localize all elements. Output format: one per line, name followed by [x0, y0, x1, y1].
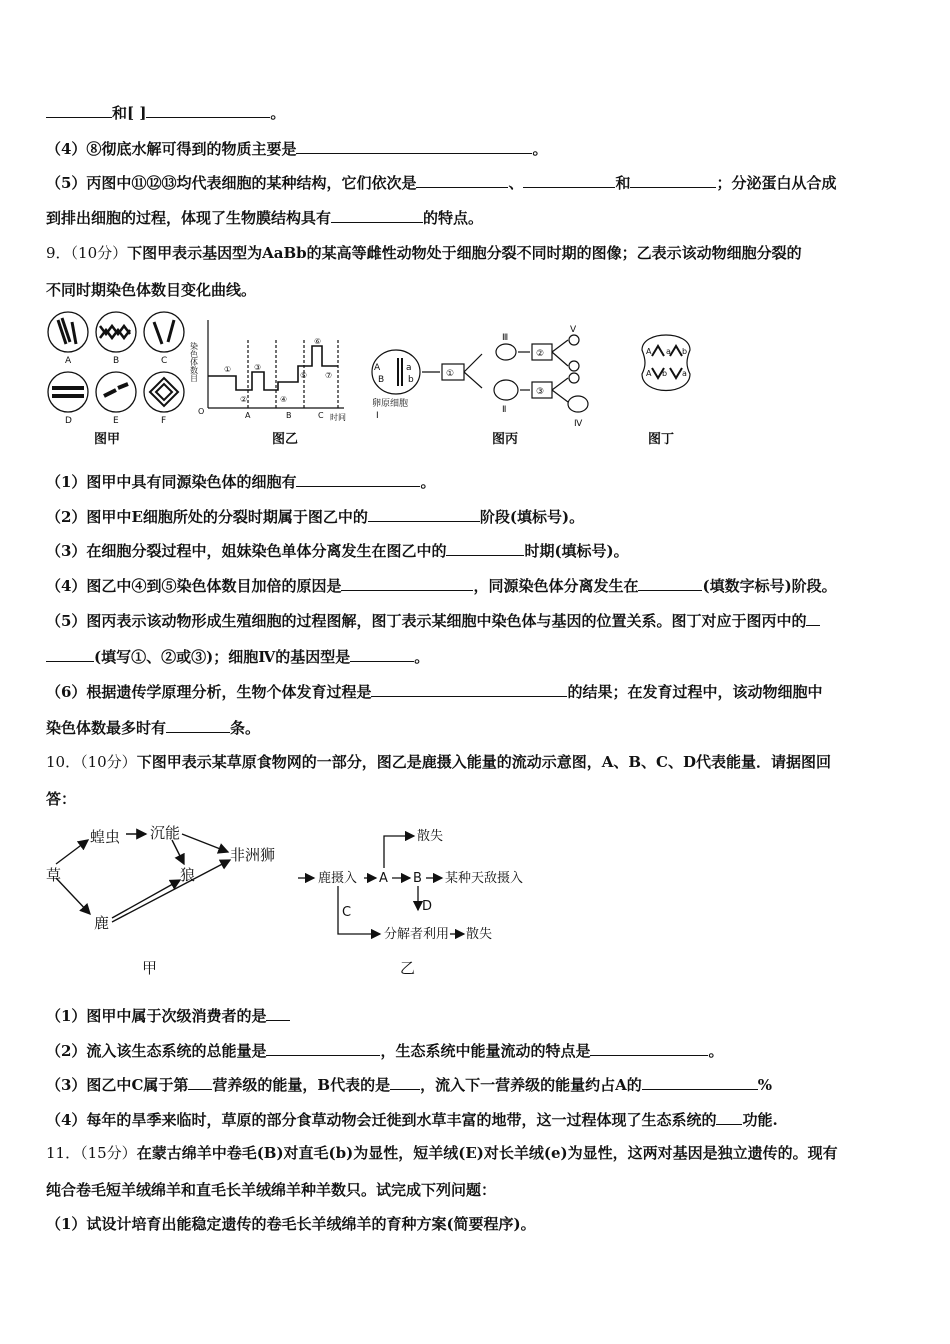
cell-label: B: [113, 356, 120, 366]
q11-header-line2: [46, 1180, 906, 1200]
stage-mark: ⑤: [300, 371, 308, 380]
question-text: （4）图乙中④到⑤染色体数目加倍的原因是: [46, 577, 342, 595]
answer-blank[interactable]: [296, 138, 532, 154]
caption-bing: 图丙: [492, 432, 519, 447]
answer-blank[interactable]: [341, 575, 473, 591]
answer-blank[interactable]: [716, 1109, 742, 1125]
flow-a: A: [379, 871, 388, 886]
node-locust: 蝗虫: [90, 828, 121, 846]
q10-header-line1: [46, 752, 906, 772]
cell-roman-label: Ⅴ: [570, 325, 577, 335]
stage-mark: ⑥: [314, 337, 322, 346]
q10-3: [46, 1074, 906, 1095]
question-text: 答：: [46, 790, 77, 808]
text: 、: [508, 174, 524, 192]
question-text: （5）丙图中⑪⑫⑬均代表细胞的某种结构，它们依次是: [46, 174, 417, 192]
text: 条。: [230, 719, 261, 737]
text: ；分泌蛋白从合成: [716, 174, 837, 192]
food-web-labels: [46, 824, 275, 932]
text: 。: [420, 473, 436, 491]
text: 。: [414, 648, 430, 666]
answer-blank[interactable]: [590, 1040, 708, 1056]
text: ，生态系统中能量流动的特点是: [380, 1042, 591, 1060]
question-text: （5）图丙表示该动物形成生殖细胞的过程图解，图丁表示某细胞中染色体与基因的位置关系。图丁对应于图丙中的: [46, 612, 807, 630]
question-text: 不同时期染色体数目变化曲线。: [46, 281, 257, 299]
cell-label: E: [113, 416, 119, 426]
figure-ding: [642, 335, 690, 391]
question-text: （1）试设计培育出能稳定遗传的卷毛长羊绒绵羊的育种方案(简要程序)。: [46, 1215, 536, 1233]
gene-label: b: [662, 369, 668, 378]
caption-jia: 图甲: [94, 432, 121, 447]
answer-blank[interactable]: [523, 172, 615, 188]
question-text: 下图甲表示基因型为AaBb的某高等雌性动物处于细胞分裂不同时期的图像；乙表示该动物细胞分裂的: [127, 244, 802, 262]
answer-blank[interactable]: [46, 102, 112, 118]
text: ，同源染色体分离发生在: [473, 577, 639, 595]
q10-2: [46, 1040, 906, 1061]
node-wolf: 狼: [180, 866, 196, 884]
q11-header-line1: [46, 1143, 906, 1163]
answer-blank[interactable]: [266, 1005, 290, 1021]
text: 和: [615, 174, 631, 192]
cell-roman-label: Ⅳ: [574, 419, 583, 429]
q9-figures: [46, 310, 906, 450]
caption-jia: 甲: [142, 959, 158, 977]
flow-d: D: [422, 899, 433, 914]
food-web-arrows: [56, 834, 230, 922]
gene-label: B: [378, 375, 385, 385]
flow-enemy: 某种天敌摄入: [445, 871, 524, 886]
y-axis-label: 染色体数目: [189, 342, 199, 382]
question-text: （1）图甲中具有同源染色体的细胞有: [46, 473, 297, 491]
ding-labels: [646, 347, 687, 378]
answer-blank[interactable]: [416, 172, 508, 188]
text: 和[ ]: [112, 104, 147, 122]
gene-label: A: [646, 369, 652, 378]
gene-label: a: [666, 347, 671, 356]
cell-roman-label: Ⅱ: [502, 405, 507, 415]
text: 。: [708, 1042, 724, 1060]
stage-letter: A: [245, 411, 251, 420]
q9-figure-svg: [46, 310, 906, 450]
q9-1: [46, 471, 906, 492]
answer-blank[interactable]: [446, 540, 524, 556]
question-text: 纯合卷毛短羊绒绵羊和直毛长羊绒绵羊种羊数只。试完成下列问题：: [46, 1181, 497, 1199]
node-lion: 非洲狮: [230, 846, 276, 864]
cell-label: C: [161, 356, 168, 366]
oogonium-label: 卵原细胞: [372, 399, 409, 409]
q9-5-line2: [46, 646, 906, 667]
question-text: （2）图甲中E细胞所处的分裂时期属于图乙中的: [46, 508, 368, 526]
q9-2: [46, 506, 906, 527]
q9-6-line1: [46, 681, 906, 702]
dividing-cell-icon: [642, 335, 690, 391]
caption-yi: 乙: [400, 959, 416, 977]
gene-label: b: [408, 375, 414, 385]
q10-captions: [142, 959, 415, 977]
text: 的结果；在发育过程中，该动物细胞中: [567, 683, 823, 701]
q9-header-line2: [46, 280, 906, 300]
question-text: （1）图甲中属于次级消费者的是: [46, 1007, 267, 1025]
stage-letter: B: [286, 411, 292, 420]
q9-4: [46, 575, 906, 596]
origin-label: O: [198, 407, 205, 416]
q9-6-line2: [46, 717, 906, 738]
question-text: （4）每年的旱季来临时，草原的部分食草动物会迁徙到水草丰富的地带，这一过程体现了生态系统的: [46, 1111, 717, 1129]
energy-flow-labels: [318, 828, 523, 942]
answer-blank[interactable]: [146, 102, 270, 118]
q8-5-line2: [46, 207, 906, 228]
q8-4: [46, 138, 906, 159]
question-text: （3）在细胞分裂过程中，姐妹染色单体分离发生在图乙中的: [46, 542, 447, 560]
gene-label: a: [682, 369, 687, 378]
answer-blank[interactable]: [331, 207, 423, 223]
answer-blank[interactable]: [390, 1074, 420, 1090]
q8-3-tail: [46, 102, 906, 123]
cell-label: A: [65, 356, 72, 366]
step-mark: ③: [536, 387, 545, 397]
caption-ding: 图丁: [648, 432, 675, 447]
question-text: 到排出细胞的过程，体现了生物膜结构具有: [46, 209, 332, 227]
answer-blank[interactable]: [371, 681, 567, 697]
text: 营养级的能量，B代表的是: [212, 1076, 391, 1094]
stage-mark: ③: [254, 363, 262, 372]
question-number: 10．（10分）: [46, 753, 137, 771]
figure-yi: [208, 320, 344, 408]
answer-blank[interactable]: [166, 717, 230, 733]
gene-label: a: [406, 363, 412, 373]
bing-labels: [372, 325, 583, 429]
question-text: 在蒙古绵羊中卷毛(B)对直毛(b)为显性，短羊绒(E)对长羊绒(e)为显性，这两对基因是独立遗传的。现有: [136, 1144, 838, 1162]
text: 功能.: [742, 1111, 778, 1129]
stage-letter: C: [318, 411, 324, 420]
text: 时期(填标号)。: [524, 542, 629, 560]
answer-blank[interactable]: [806, 610, 820, 626]
cell-roman-label: Ⅰ: [376, 411, 379, 421]
x-axis-label: 时间: [330, 413, 346, 422]
q9-3: [46, 540, 906, 561]
q9-5-line1: [46, 610, 906, 631]
question-number: 11．（15分）: [46, 1144, 137, 1162]
flow-b: B: [413, 871, 422, 886]
stage-mark: ④: [280, 395, 288, 404]
text: ，流入下一营养级的能量约占A的: [420, 1076, 642, 1094]
text: 。: [270, 104, 286, 122]
node-deer: 鹿: [94, 914, 110, 932]
q10-1: [46, 1005, 906, 1026]
cell-roman-label: Ⅲ: [502, 333, 509, 343]
flow-deer-intake: 鹿摄入: [318, 871, 358, 886]
step-mark: ①: [446, 369, 455, 379]
text: 阶段(填标号)。: [479, 508, 585, 526]
answer-blank[interactable]: [296, 471, 420, 487]
question-text: 染色体数最多时有: [46, 719, 167, 737]
text: 。: [532, 140, 548, 158]
stage-mark: ②: [240, 395, 248, 404]
q11-1: [46, 1214, 906, 1234]
q9-header-line1: [46, 243, 906, 263]
answer-blank[interactable]: [46, 646, 94, 662]
cell-label: D: [65, 416, 72, 426]
node-grass: 草: [46, 866, 62, 884]
q10-figure-svg: [46, 818, 546, 983]
question-text: （2）流入该生态系统的总能量是: [46, 1042, 267, 1060]
q8-5-line1: [46, 172, 906, 193]
answer-blank[interactable]: [266, 1040, 380, 1056]
cell-d-icon: [48, 372, 88, 412]
text: 的特点。: [423, 209, 484, 227]
cell-label: F: [161, 416, 167, 426]
caption-yi: 图乙: [272, 432, 299, 447]
figure-captions: [94, 432, 674, 447]
flow-decomposer: 分解者利用: [384, 927, 450, 942]
question-number: 9．（10分）: [46, 244, 128, 262]
q10-figures: [46, 818, 546, 983]
answer-blank[interactable]: [188, 1074, 212, 1090]
answer-blank[interactable]: [350, 646, 414, 662]
answer-blank[interactable]: [642, 1074, 758, 1090]
gene-label: A: [374, 363, 381, 373]
question-text: (填写①、②或③)；细胞Ⅳ的基因型是: [94, 648, 351, 666]
gene-label: A: [646, 347, 652, 356]
q10-4: [46, 1109, 906, 1130]
answer-blank[interactable]: [630, 172, 716, 188]
step-mark: ②: [536, 349, 545, 359]
text: (填数字标号)阶段。: [702, 577, 837, 595]
question-text: 下图甲表示某草原食物网的一部分，图乙是鹿摄入能量的流动示意图，A、B、C、D代表能量．请据图回: [136, 753, 831, 771]
answer-blank[interactable]: [638, 575, 702, 591]
cell-c-icon: [144, 312, 184, 352]
flow-loss: 散失: [417, 829, 444, 844]
gene-label: b: [682, 347, 688, 356]
answer-blank[interactable]: [368, 506, 480, 522]
flow-c: C: [342, 905, 352, 920]
q10-header-line2: [46, 789, 906, 809]
question-text: （6）根据遗传学原理分析，生物个体发育过程是: [46, 683, 372, 701]
flow-loss-2: 散失: [466, 927, 493, 942]
node-chenge: 沉能: [150, 824, 181, 842]
text: %: [757, 1076, 772, 1094]
stage-mark: ⑦: [325, 371, 333, 380]
question-text: （3）图乙中C属于第: [46, 1076, 189, 1094]
question-text: （4）⑧彻底水解可得到的物质主要是: [46, 140, 297, 158]
stage-mark: ①: [224, 365, 232, 374]
